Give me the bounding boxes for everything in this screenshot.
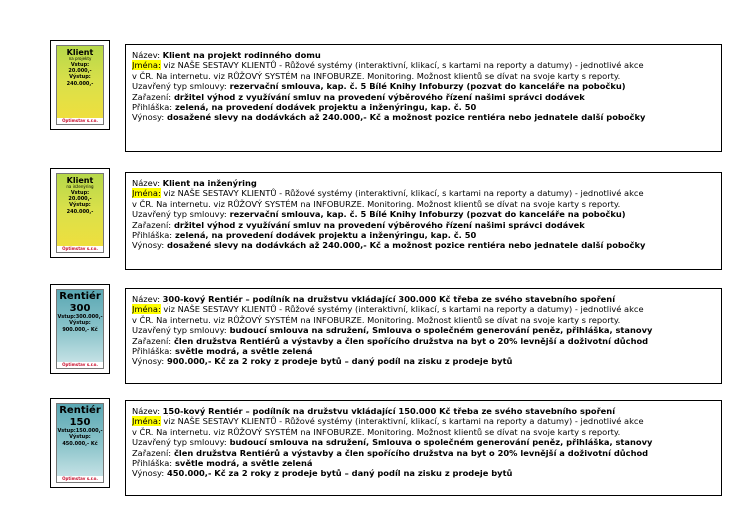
prihlaska-line [132,458,715,468]
jmena-text: RŮŽOVÝ SYSTÉM na INFOBURZE. Monitoring. Možnost klientů se dívat na svoje karty s reporty. [224,426,621,437]
card-line: Výstup: [69,434,91,441]
nazev-line [132,50,715,60]
entry-box [125,400,722,496]
vynosy-value: 450.000,- Kč za 2 roky z prodeje bytů – daný podíl na zisku z prodeje bytů [164,468,513,479]
card-line: 20.000,- [68,68,92,75]
prihlaska-line [132,102,715,112]
card-title: Klient [66,176,94,185]
prihlaska-line [132,346,715,356]
nazev-prefix: 150-kový [162,406,206,416]
zarazeni-value: držitel výhod z využívání smluv na provedení výběrového řízení našimi správci dodávek [171,219,585,230]
nazev-label: Název: [132,50,161,60]
card-footer-logo: Optimstav s.r.o. [57,476,103,482]
zarazeni-label: Zařazení: [132,447,172,458]
typ-value: rezervační smlouva, kap. č. 5 Bílé Knihy Infoburzy (pozvat do kanceláře na pobočku) [226,209,626,220]
typ-label: Uzavřený typ smlouvy: [132,81,227,92]
vynosy-value: 900.000,- Kč za 2 roky z prodeje bytů – daný podíl na zisku z prodeje bytů [164,356,513,367]
viz-word: viz [213,314,225,325]
zarazeni-value: člen družstva Rentiérů a výstavby a člen spořícího družstva na byt o 20% levnější a doživotní důchod [171,447,649,458]
jmena-text: viz NAŠE SESTAVY KLIENTŮ - Růžové systémy (interaktivní, klikací, s kartami na reporty a datumy) - jednotlivé akce [160,60,644,71]
jmena-line [132,304,715,314]
jmena-line [132,188,715,198]
nazev-prefix: 300-kový [162,294,206,304]
typ-value: budoucí smlouva na sdružení, Smlouva o společném generování peněz, přihláška, stanovy [226,437,653,448]
viz-word: viz [213,70,225,81]
card-line: Výstup: [69,202,91,209]
card-title-number: 300 [69,303,91,314]
jmena-text: RŮŽOVÝ SYSTÉM na INFOBURZE. Monitoring. Možnost klientů se dívat na svoje karty s reporty. [224,314,621,325]
typ-label: Uzavřený typ smlouvy: [132,209,227,220]
card-subtitle: na inženýring [66,184,94,189]
zarazeni-label: Zařazení: [132,335,172,346]
nazev-line [132,294,715,304]
entry-box [125,172,722,270]
typ-line [132,325,715,335]
typ-label: Uzavřený typ smlouvy: [132,325,227,336]
vynosy-label: Výnosy: [132,356,165,367]
jmena-line-2 [132,199,715,209]
card-face [56,173,104,253]
vynosy-label: Výnosy: [132,112,165,123]
card-footer-logo: Optimstav s.r.o. [57,118,103,124]
typ-label: Uzavřený typ smlouvy: [132,437,227,448]
nazev-value: Rentiér – podílník na družstvu vkládající 150.000 Kč třeba ze svého stavebního spoření [205,406,616,416]
entry-box [125,44,722,152]
card-line: Vstup:300.000,- [57,314,103,320]
nazev-label: Název: [132,178,161,188]
jmena-line-2 [132,315,715,325]
card-title-number: 150 [69,417,91,428]
card-title: Klient [66,48,94,57]
card-footer-logo: Optimstav s.r.o. [57,246,103,252]
card-face [56,45,104,125]
card-line: 20.000,- [68,196,92,203]
jmena-line [132,60,715,70]
card-line: 450.000,- Kč [62,440,98,447]
nazev-line [132,406,715,416]
prihlaska-value: zelená, na provedení dodávek projektu a inženýringu, kap. č. 50 [172,102,477,113]
zarazeni-value: držitel výhod z využívání smluv na provedení výběrového řízení našimi správci dodávek [171,91,585,102]
prihlaska-value: světle modrá, a světle zelená [172,458,313,469]
zarazeni-line [132,448,715,458]
card-face [56,289,104,369]
jmena-line [132,416,715,426]
rentier-card-300 [50,284,110,374]
prihlaska-value: světle modrá, a světle zelená [172,346,313,357]
nazev-label: Název: [132,406,161,416]
vynosy-line [132,240,715,250]
zarazeni-value: člen družstva Rentiérů a výstavby a člen spořícího družstva na byt o 20% levnější a doživotní důchod [171,335,649,346]
card-footer-logo: Optimstav s.r.o. [57,362,103,368]
prihlaska-label: Přihláška: [132,230,173,241]
client-card-engineering [50,168,110,258]
card-title: Rentiér [59,405,101,416]
zarazeni-line [132,220,715,230]
jmena-line-2 [132,427,715,437]
card-line: Výstup: [69,74,91,81]
jmena-text: v ČR. Na internetu. [132,198,211,209]
card-line: Výstup: [69,320,91,327]
typ-line [132,437,715,447]
viz-word: viz [213,426,225,437]
card-line: 900.000,- Kč [62,326,98,333]
card-line: Vstup:150.000,- [57,428,103,434]
typ-value: budoucí smlouva na sdružení, Smlouva o společném generování peněz, přihláška, stanovy [226,325,653,336]
prihlaska-value: zelená, na provedení dodávek projektu a inženýringu, kap. č. 50 [172,230,477,241]
jmena-label: Jména: [132,416,161,427]
prihlaska-line [132,230,715,240]
card-line: Vstup: [70,189,90,196]
nazev-value: Klient na inženýring [162,178,257,188]
card-line: Vstup: [70,61,90,68]
prihlaska-label: Přihláška: [132,102,173,113]
jmena-text: viz NAŠE SESTAVY KLIENTŮ - Růžové systémy (interaktivní, klikací, s kartami na reporty a datumy) - jednotlivé akce [160,188,644,199]
jmena-text: RŮŽOVÝ SYSTÉM na INFOBURZE. Monitoring. Možnost klientů se dívat na svoje karty s reporty. [224,70,621,81]
vynosy-line [132,356,715,366]
jmena-text: v ČR. Na internetu. [132,314,211,325]
nazev-value: Klient na projekt rodinného domu [162,50,321,60]
vynosy-line [132,468,715,478]
typ-value: rezervační smlouva, kap. č. 5 Bílé Knihy Infoburzy (pozvat do kanceláře na pobočku) [226,81,626,92]
card-title: Rentiér [59,291,101,302]
client-card-project [50,40,110,130]
entry-box [125,288,722,384]
typ-line [132,209,715,219]
jmena-label: Jména: [132,188,161,199]
zarazeni-label: Zařazení: [132,219,172,230]
jmena-text: v ČR. Na internetu. [132,426,211,437]
jmena-text: viz NAŠE SESTAVY KLIENTŮ - Růžové systémy (interaktivní, klikací, s kartami na reporty a datumy) - jednotlivé akce [160,416,644,427]
card-subtitle: na projekty [68,56,92,61]
jmena-label: Jména: [132,304,161,315]
jmena-line-2 [132,71,715,81]
vynosy-label: Výnosy: [132,240,165,251]
rentier-card-150 [50,398,110,488]
jmena-text: viz NAŠE SESTAVY KLIENTŮ - Růžové systémy (interaktivní, klikací, s kartami na reporty a datumy) - jednotlivé akce [160,304,644,315]
nazev-line [132,178,715,188]
card-line: 240.000,- [66,80,94,87]
typ-line [132,81,715,91]
vynosy-label: Výnosy: [132,468,165,479]
viz-word: viz [213,198,225,209]
nazev-value: Rentiér – podílník na družstvu vkládající 300.000 Kč třeba ze svého stavebního spoření [205,294,616,304]
jmena-text: v ČR. Na internetu. [132,70,211,81]
nazev-label: Název: [132,294,161,304]
zarazeni-line [132,92,715,102]
card-line: 240.000,- [66,208,94,215]
vynosy-line [132,112,715,122]
jmena-label: Jména: [132,60,161,71]
jmena-text: RŮŽOVÝ SYSTÉM na INFOBURZE. Monitoring. Možnost klientů se dívat na svoje karty s reporty. [224,198,621,209]
prihlaska-label: Přihláška: [132,346,173,357]
prihlaska-label: Přihláška: [132,458,173,469]
zarazeni-label: Zařazení: [132,91,172,102]
vynosy-value: dosažené slevy na dodávkách až 240.000,- Kč a možnost pozice rentiéra nebo jednatele další pobočky [164,112,646,123]
zarazeni-line [132,336,715,346]
card-face [56,403,104,483]
vynosy-value: dosažené slevy na dodávkách až 240.000,- Kč a možnost pozice rentiéra nebo jednatele další pobočky [164,240,646,251]
